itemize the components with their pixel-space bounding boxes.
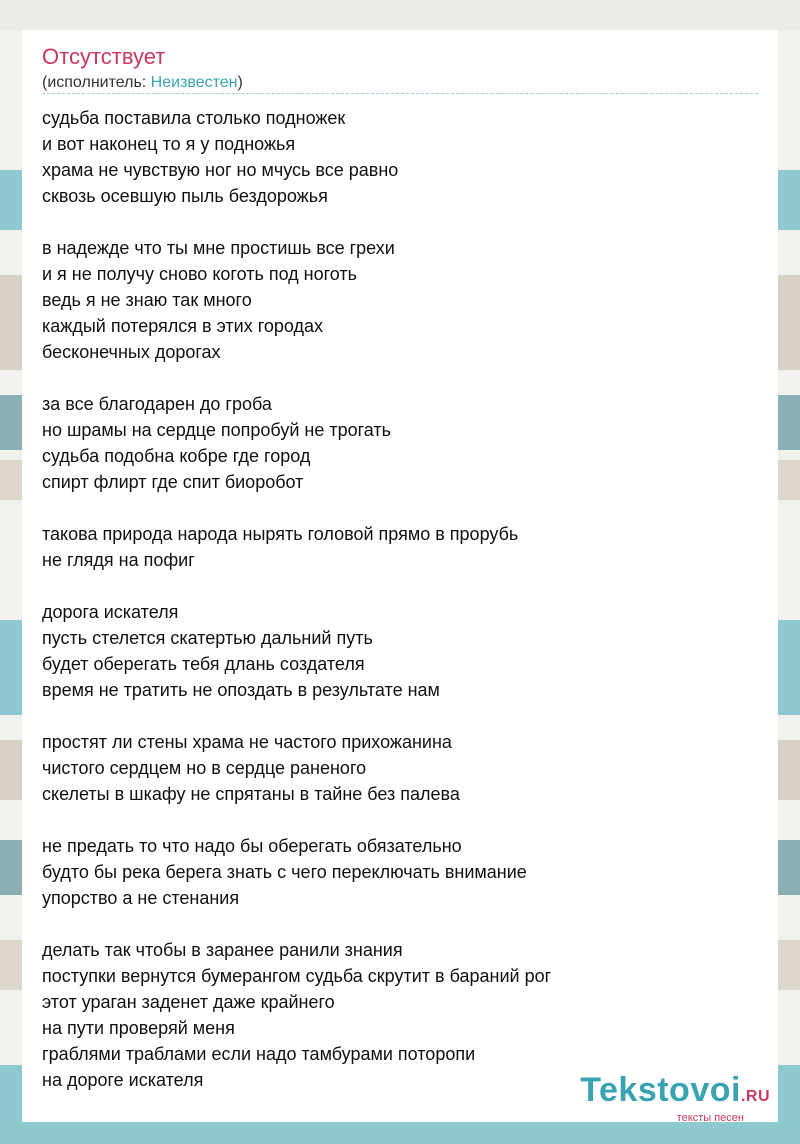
- logo-wordmark: [580, 1073, 770, 1114]
- stanza: [42, 937, 762, 1093]
- stanza: [42, 599, 762, 703]
- artist-suffix: ): [237, 74, 243, 91]
- stanza: [42, 833, 762, 911]
- lyric-line: время не тратить не опоздать в результате нам: [42, 680, 440, 700]
- lyric-line: такова природа народа нырять головой прямо в прорубь: [42, 524, 519, 544]
- lyric-line: будет оберегать тебя длань создателя: [42, 654, 365, 674]
- lyric-line: и я не получу сново коготь под ноготь: [42, 264, 358, 284]
- song-title: Отсутствует: [42, 44, 166, 69]
- lyric-line: не предать то что надо бы оберегать обязательно: [42, 836, 462, 856]
- lyric-line: пусть стелется скатертью дальний путь: [42, 628, 373, 648]
- lyric-line: упорство а не стенания: [42, 888, 240, 908]
- lyric-line: ведь я не знаю так много: [42, 290, 252, 310]
- lyrics-body: [42, 105, 762, 1119]
- lyric-line: скелеты в шкафу не спрятаны в тайне без палева: [42, 784, 460, 804]
- site-logo[interactable]: [580, 1073, 770, 1124]
- stanza: [42, 521, 762, 573]
- title-divider: [42, 93, 758, 94]
- logo-name: Tekstovoi: [580, 1071, 741, 1109]
- lyric-line: спирт флирт где спит биоробот: [42, 472, 304, 492]
- lyric-line: этот ураган заденет даже крайнего: [42, 992, 335, 1012]
- logo-tld: .RU: [740, 1088, 770, 1105]
- artist-prefix: (исполнитель:: [42, 74, 151, 91]
- lyric-line: за все благодарен до гроба: [42, 394, 272, 414]
- lyrics-card: [22, 30, 778, 1122]
- lyric-line: поступки вернутся бумерангом судьба скрутит в бараний рог: [42, 966, 552, 986]
- stanza: [42, 729, 762, 807]
- logo-tagline: тексты песен: [676, 1112, 744, 1124]
- lyric-line: сквозь осевшую пыль бездорожья: [42, 186, 328, 206]
- lyric-line: на дороге искателя: [42, 1070, 204, 1090]
- stanza: [42, 105, 762, 209]
- artist-line: [42, 73, 243, 93]
- lyric-line: но шрамы на сердце попробуй не трогать: [42, 420, 392, 440]
- lyric-line: и вот наконец то я у подножья: [42, 134, 296, 154]
- lyric-line: бесконечных дорогах: [42, 342, 221, 362]
- lyric-line: простят ли стены храма не частого прихожанина: [42, 732, 452, 752]
- lyric-line: каждый потерялся в этих городах: [42, 316, 324, 336]
- stanza: [42, 391, 762, 495]
- lyric-line: на пути проверяй меня: [42, 1018, 235, 1038]
- lyric-line: в надежде что ты мне простишь все грехи: [42, 238, 395, 258]
- lyric-line: граблями траблами если надо тамбурами поторопи: [42, 1044, 476, 1064]
- stanza: [42, 235, 762, 365]
- lyric-line: судьба подобна кобре где город: [42, 446, 311, 466]
- lyric-line: храма не чувствую ног но мчусь все равно: [42, 160, 399, 180]
- lyric-line: будто бы река берега знать с чего переключать внимание: [42, 862, 527, 882]
- lyric-line: дорога искателя: [42, 602, 179, 622]
- lyric-line: чистого сердцем но в сердце раненого: [42, 758, 367, 778]
- lyric-line: судьба поставила столько подножек: [42, 108, 346, 128]
- lyric-line: делать так чтобы в заранее ранили знания: [42, 940, 403, 960]
- artist-link[interactable]: Неизвестен: [150, 74, 238, 91]
- lyric-line: не глядя на пофиг: [42, 550, 195, 570]
